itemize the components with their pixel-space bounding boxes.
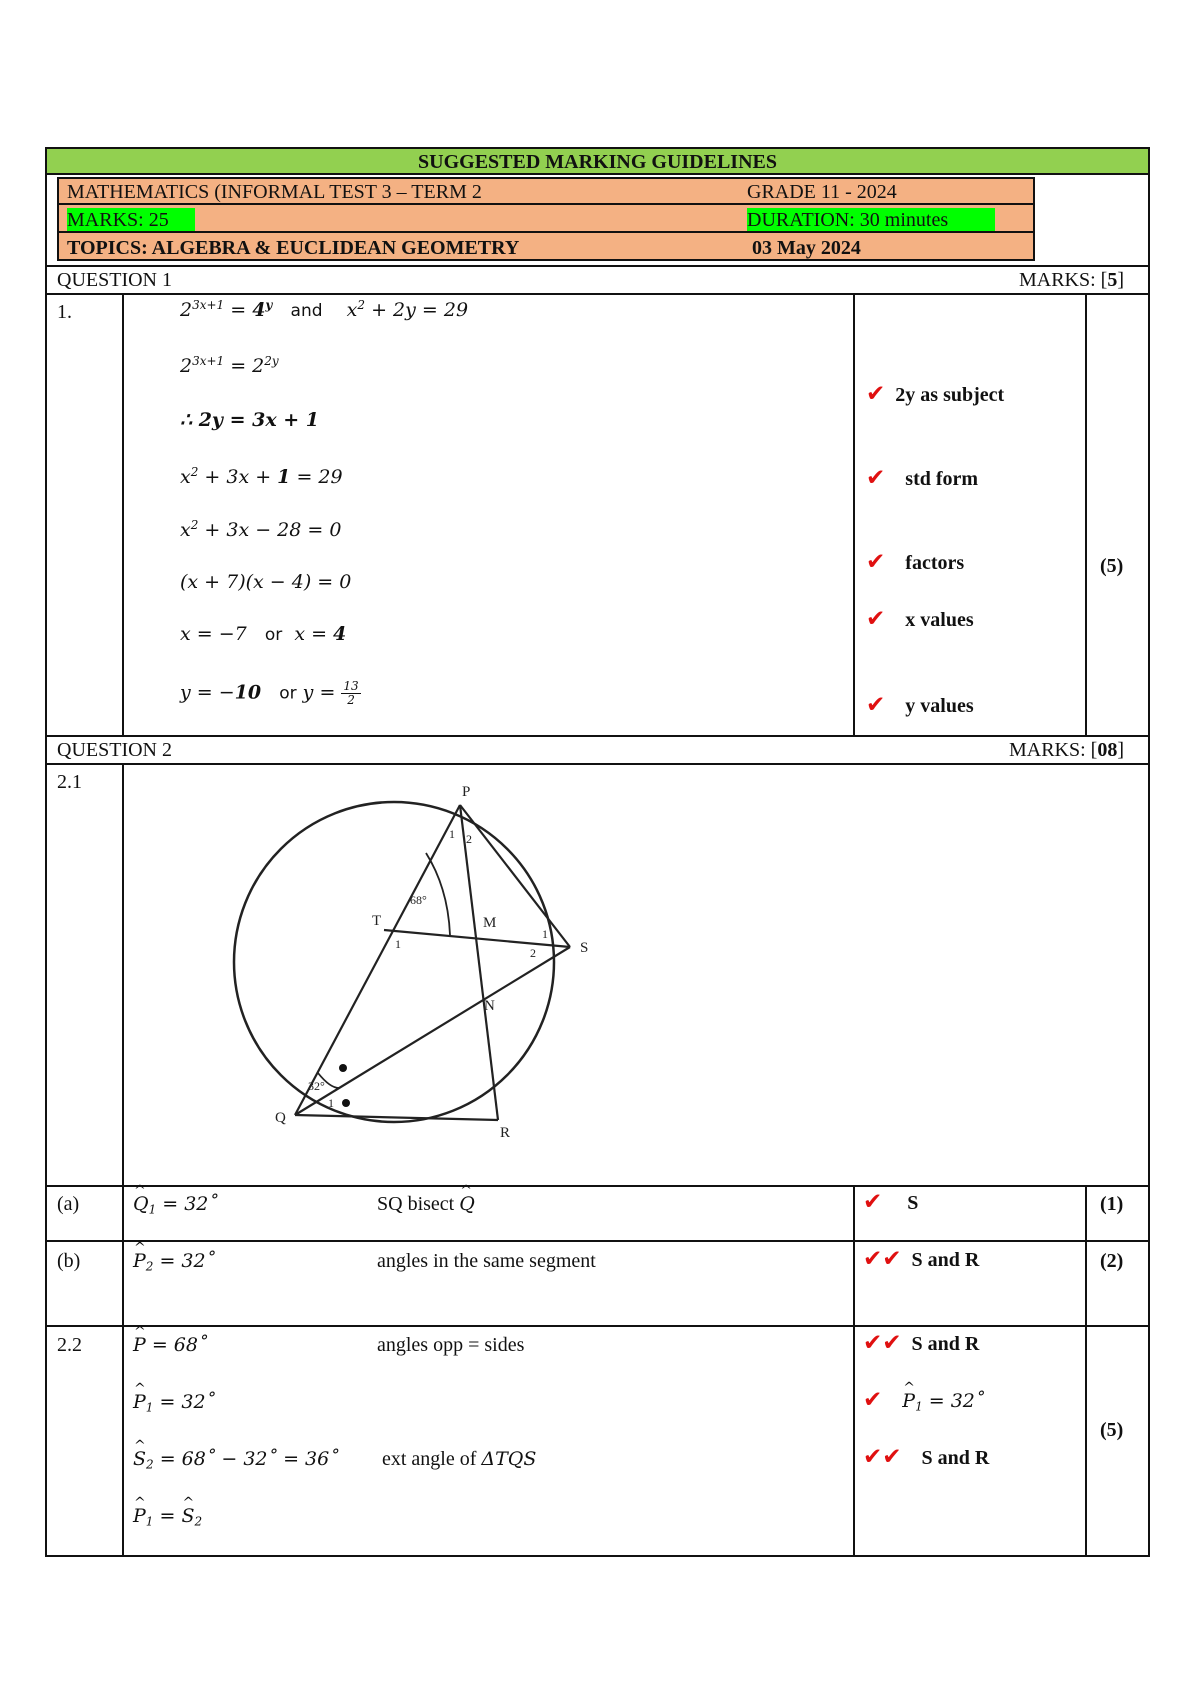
q22-line2: ^ $P_1$ = 32˚: [133, 1390, 215, 1414]
q2a-statement: ^ $Q_1$ = 32˚: [133, 1192, 218, 1216]
q1-criterion-5-text: y values: [905, 695, 974, 717]
q1-line1: $2^{3x+1} = 4^y$ and $x^2 + 2y = 29$: [180, 297, 469, 321]
q2-1-number: 2.1: [57, 771, 82, 793]
angle-68-label: 68°: [410, 893, 427, 907]
angle-S2-label: 2: [530, 946, 536, 960]
check-icon: ✔: [866, 549, 886, 575]
q1-heading-row: [45, 265, 1150, 295]
q22-criterion1: [863, 1331, 979, 1356]
q22-reason3-text: ext angle of: [382, 1448, 477, 1470]
q1-or2: or: [279, 683, 297, 704]
q1-criterion-3-text: factors: [905, 552, 965, 574]
q22-criterion1-text: S and R: [911, 1333, 980, 1355]
q1-line8: y = −10 or y = $\frac{13}{2}$: [180, 679, 359, 707]
equal-angle-dot: [342, 1099, 350, 1107]
q1-heading: QUESTION 1: [57, 269, 172, 291]
q2b-col1-divider: [122, 1240, 124, 1325]
label-T: T: [372, 913, 382, 929]
q1-line4: $x^2 + 3x + 1 = 29$: [180, 464, 343, 488]
q2a-col2-divider: [853, 1185, 855, 1240]
q2b-label: (b): [57, 1250, 81, 1272]
q2a-col1-divider: [122, 1185, 124, 1240]
q2a-label: (a): [57, 1193, 80, 1215]
check-icon: ✔✔: [863, 1330, 902, 1356]
q1-and: and: [290, 301, 323, 321]
duration-text: DURATION: 30 minutes: [747, 209, 949, 231]
q2b-col3-divider: [1085, 1240, 1087, 1325]
q2-marks-value: 08: [1097, 739, 1118, 761]
q2b-reason: angles in the same segment: [377, 1250, 596, 1272]
q22-reason3: ext angle of ΔTQS: [382, 1448, 537, 1470]
check-icon: ✔: [863, 1189, 883, 1215]
q1-total-marks: [1019, 268, 1124, 292]
q1-line6: (x + 7)(x − 4) = 0: [180, 571, 352, 593]
q2a-col3-divider: [1085, 1185, 1087, 1240]
q1-criterion-3: [866, 550, 964, 575]
check-icon: ✔: [866, 606, 886, 632]
q2b-total: (2): [1100, 1250, 1124, 1272]
q2-marks-label: MARKS: [: [1008, 739, 1098, 761]
q2b-statement: ^ $P_2$ = 32˚: [133, 1249, 215, 1273]
q2a-total: (1): [1100, 1193, 1124, 1215]
q1-criterion-4-text: x values: [905, 609, 974, 631]
label-R: R: [500, 1125, 511, 1141]
q2a-reason-text: SQ bisect: [377, 1193, 455, 1215]
q22-criterion2: ✔ ^ $P_1$ = 32˚: [863, 1388, 984, 1413]
q1-line5: $x^2 + 3x - 28 = 0$: [180, 517, 342, 541]
q2a-criterion: [863, 1190, 918, 1215]
q1-number: 1.: [57, 301, 72, 323]
q1-marks-value: 5: [1107, 269, 1118, 291]
q2a-reason: SQ bisect ^ Q: [377, 1192, 475, 1216]
q1-marks-label: MARKS: [: [1018, 269, 1108, 291]
q22-line4: ^ $P_1$ = ^ $S_2$: [133, 1504, 202, 1528]
q1-line2: $2^{3x+1} = 2^{2y}$: [180, 353, 279, 377]
page-title: SUGGESTED MARKING GUIDELINES: [418, 151, 777, 173]
marks-text: MARKS: 25: [67, 209, 169, 231]
q22-reason1: angles opp = sides: [377, 1334, 525, 1356]
q22-col2-divider: [853, 1325, 855, 1555]
check-icon: ✔: [866, 465, 886, 491]
line-QR: [295, 1115, 498, 1120]
q22-criterion3: [863, 1445, 989, 1470]
check-icon: ✔: [866, 692, 886, 718]
q1-marks-close: ]: [1117, 269, 1124, 291]
q22-line3: ^ $S_2$ = 68˚ − 32˚ = 36˚: [133, 1447, 339, 1471]
q2-heading: QUESTION 2: [57, 739, 172, 761]
angle-arc-T: [426, 853, 450, 935]
q1-line7: x = −7 or x = 4: [180, 623, 347, 645]
line-PS: [460, 805, 570, 947]
q22-criterion3-text: S and R: [921, 1447, 990, 1469]
q2a-criterion-text: S: [907, 1192, 919, 1214]
q1-col2-divider: [853, 293, 855, 735]
grade-text: GRADE 11 - 2024: [747, 181, 897, 203]
geometry-diagram: [200, 770, 620, 1150]
q1-criterion-1-text: 2y as subject: [895, 384, 1005, 406]
q22-total: (5): [1100, 1419, 1124, 1441]
angle-Q1-label: 1: [328, 1096, 334, 1110]
check-icon: ✔: [863, 1387, 883, 1413]
q1-total: (5): [1100, 555, 1124, 577]
q1-line3: ∴ 2y = 3x + 1: [180, 409, 320, 431]
check-icon: ✔✔: [863, 1444, 902, 1470]
equal-angle-dot: [339, 1064, 347, 1072]
q22-label: 2.2: [57, 1334, 82, 1356]
q2-heading-row: [45, 735, 1150, 765]
q22-row: [45, 1325, 1150, 1557]
q1-fraction: [341, 680, 360, 707]
q1-criterion-2-text: std form: [905, 468, 979, 490]
q22-col1-divider: [122, 1325, 124, 1555]
line-PQ: [295, 805, 460, 1115]
q1-criterion-2: [866, 466, 978, 491]
label-S: S: [580, 940, 589, 956]
q1-criterion-1: [866, 382, 1004, 407]
q2-diagram-col-divider: [122, 765, 124, 1185]
date-text: 03 May 2024: [752, 237, 861, 259]
line-QS: [295, 947, 570, 1115]
q2-marks-close: ]: [1117, 739, 1124, 761]
q22-line1: ^ P = 68˚: [133, 1333, 207, 1357]
q2b-criterion: [863, 1247, 979, 1272]
subject-text: MATHEMATICS (INFORMAL TEST 3 – TERM 2: [67, 181, 482, 203]
check-icon: ✔: [866, 381, 886, 407]
q1-col3-divider: [1085, 293, 1087, 735]
angle-32-label: 32°: [308, 1079, 325, 1093]
label-Q: Q: [275, 1110, 286, 1126]
label-M: M: [483, 915, 497, 931]
topics-text: TOPICS: ALGEBRA & EUCLIDEAN GEOMETRY: [67, 237, 520, 259]
q1-or1: or: [264, 625, 283, 645]
q2b-criterion-text: S and R: [911, 1249, 980, 1271]
label-N: N: [484, 998, 495, 1014]
q1-criterion-4: [866, 607, 974, 632]
q1-frac-den: 2: [347, 693, 355, 707]
circle: [234, 802, 554, 1122]
angle-P2-label: 2: [466, 832, 472, 846]
q1-col1-divider: [122, 293, 124, 735]
label-P: P: [462, 784, 471, 800]
angle-S1-label: 1: [542, 927, 548, 941]
q1-criterion-5: [866, 693, 974, 718]
q22-col3-divider: [1085, 1325, 1087, 1555]
q2-total-marks: [1009, 738, 1124, 762]
q1-frac-num: 13: [343, 679, 359, 693]
angle-P1-label: 1: [449, 827, 455, 841]
angle-T1-label: 1: [395, 937, 401, 951]
check-icon: ✔✔: [863, 1246, 902, 1272]
q2b-col2-divider: [853, 1240, 855, 1325]
line-PR: [460, 805, 498, 1120]
